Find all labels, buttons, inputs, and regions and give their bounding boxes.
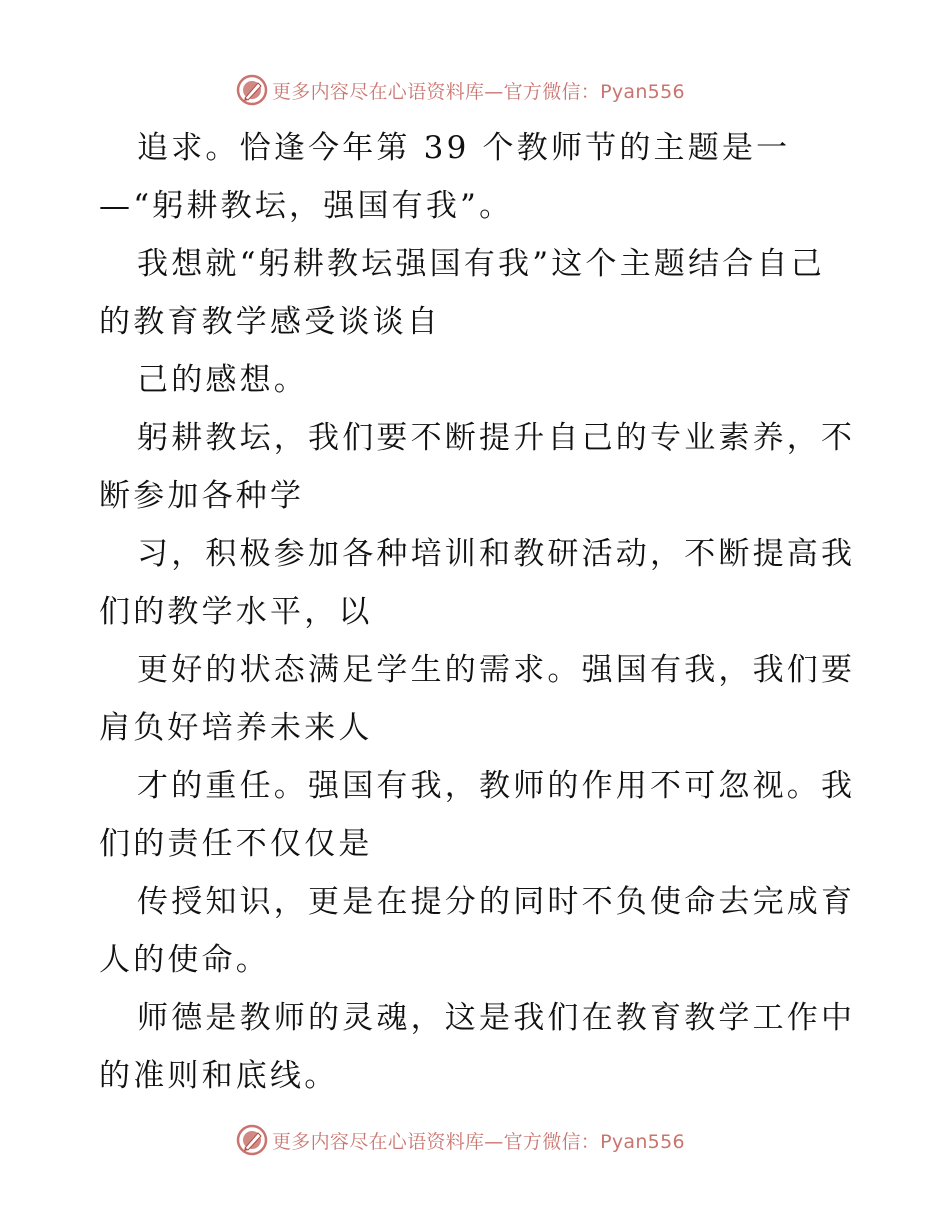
header-banner-text: 更多内容尽在心语资料库—官方微信：Pyan556 [272,80,685,103]
writing-hand-logo-icon [236,1124,268,1156]
body-line: 肩负好培养未来人 [99,710,373,746]
footer-banner [236,1123,756,1157]
body-line: 我想就“躬耕教坛强国有我”这个主题结合自己 [137,246,825,282]
body-line: 传授知识，更是在提分的同时不负使命去完成育 [137,884,856,920]
body-line: —“躬耕教坛，强国有我”。 [99,188,514,224]
body-line: 躬耕教坛，我们要不断提升自己的专业素养，不 [137,420,856,456]
body-line: 己的感想。 [137,362,308,398]
body-line: 人的使命。 [99,942,270,978]
body-line: 追求。恰逢今年第 39 个教师节的主题是一 [137,130,791,166]
body-line: 习，积极参加各种培训和教研活动，不断提高我 [137,536,856,572]
body-line: 才的重任。强国有我，教师的作用不可忽视。我 [137,768,856,804]
body-line: 们的责任不仅仅是 [99,826,373,862]
body-line: 更好的状态满足学生的需求。强国有我，我们要 [137,652,856,688]
footer-banner-text: 更多内容尽在心语资料库—官方微信：Pyan556 [272,1130,685,1153]
body-line: 的准则和底线。 [99,1058,339,1094]
body-line: 师德是教师的灵魂，这是我们在教育教学工作中 [137,1000,856,1036]
body-line: 断参加各种学 [99,478,305,514]
body-line: 们的教学水平，以 [99,594,373,630]
body-line: 的教育教学感受谈谈自 [99,304,441,340]
